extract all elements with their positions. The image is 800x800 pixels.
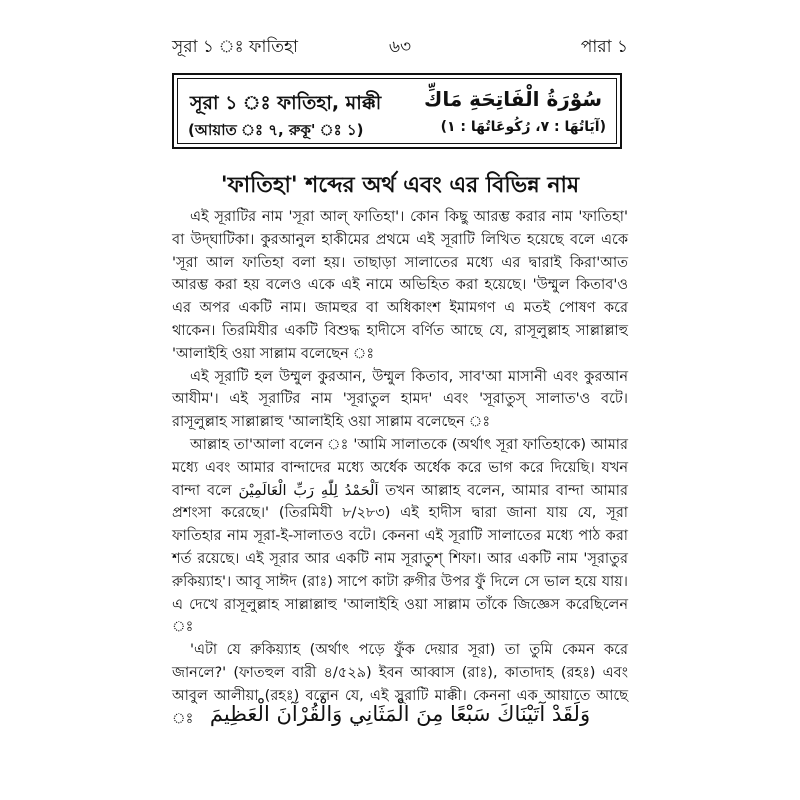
- surah-title-bengali: সূরা ১ ঃ ফাতিহা, মাক্কী: [190, 92, 382, 114]
- paragraph: আল্লাহ তা'আলা বলেন ঃ 'আমি সালাতকে (অর্থাৎ সূরা ফাতিহাকে) আমার মধ্যে এবং আমার বান্দাদের মধ্যে অর্ধেক অর্ধেক করে ভাগ করে দিয়েছি। যখন বান্দা বলে اَلْحَمْدُ لِلّٰهِ رَبِّ الْعَالَمِيْنَ তখন আল্লাহ বলেন, আমার বান্দা আমার প্রশংসা করেছে।' (তিরমিযী ৮/২৮৩) এই হাদীস দ্বারা জানা যায় যে, সূরা ফাতিহার নাম সূরা-ই-সালাতও বটে। কেননা এই সূরাটি সালাতের মধ্যে পাঠ করা শর্ত রয়েছে। এই সূরার আর একটি নাম সূরাতুশ্ শিফা। আর একটি নাম 'সূরাতুর রুকিয়্যাহ'। আবূ সাঈদ (রাঃ) সাপে কাটা রুগীর উপর ফুঁ দিলে সে ভাল হয়ে যায়। এ দেখে রাসূলুল্লাহ সাল্লাল্লাহু 'আলাইহি ওয়া সাল্লাম তাঁকে জিজ্ঞেস করেছিলেন ঃ: [172, 436, 628, 636]
- surah-ayat-count-bengali: (আয়াত ঃ ৭, রুকূ' ঃ ১): [188, 121, 364, 139]
- running-head: [172, 34, 628, 58]
- surah-ayat-count-arabic: (آيَاتُهَا : ٧، رُكُوعَاتُهَا : ١): [440, 119, 606, 135]
- page-number: ৬৩: [388, 37, 412, 57]
- surah-title-box: [172, 73, 622, 149]
- paragraph: 'এটা যে রুকিয়্যাহ (অর্থাৎ পড়ে ফুঁক দেয়ার সূরা) তা তুমি কেমন করে জানলে?' (ফাতহুল বারী ৪/৫২৯) ইবন আব্বাস (রাঃ), কাতাদাহ (রহঃ) এবং আবুল আলীয়া (রহঃ) বলেন যে, এই সূরাটি মাক্কী। কেননা এক আয়াতে আছে ঃ: [172, 642, 628, 727]
- running-head-para: পারা ১: [580, 37, 628, 57]
- paragraph: এই সূরাটির নাম 'সূরা আল্ ফাতিহা'। কোন কিছু আরম্ভ করার নাম 'ফাতিহা' বা উদ্‌ঘাটিকা। কুরআনুল হাকীমের প্রথমে এই সূরাটি লিখিত হয়েছে বলে একে 'সূরা আল ফাতিহা বলা হয়। তাছাড়া সালাতের মধ্যে এর দ্বারাই কিরা'আত আরম্ভ করা হয় বলেও একে এই নামে অভিহিত করা হয়েছে। 'উম্মুল কিতাব'ও এর অপর একটি নাম। জামহুর বা অধিকাংশ ইমামগণ এ মতই পোষণ করে থাকেন। তিরমিযীর একটি বিশুদ্ধ হাদীসে বর্ণিত আছে যে, রাসূলুল্লাহ সাল্লাল্লাহু 'আলাইহি ওয়া সাল্লাম বলেছেন ঃ: [172, 209, 628, 362]
- surah-title-arabic: سُوْرَةُ الْفَاتِحَةِ مَاكِّ: [424, 87, 602, 111]
- paragraph: এই সূরাটি হল উম্মুল কুরআন, উম্মুল কিতাব, সাব'আ মাসানী এবং কুরআন আযীম'। এই সূরাটির নাম 'সূরাতুল হামদ' এবং 'সূরাতুস্ সালাত'ও বটে। রাসূলুল্লাহ সাল্লাল্লাহু 'আলাইহি ওয়া সাল্লাম বলেছেন ঃ: [172, 368, 628, 431]
- body-text: [172, 206, 628, 730]
- arabic-verse: وَلَقَدْ آتَيْنَاكَ سَبْعًا مِنَ الْمَثَانِي وَالْقُرْآنَ الْعَظِيمَ: [209, 702, 591, 726]
- section-heading: 'ফাতিহা' শব্দের অর্থ এবং এর বিভিন্ন নাম: [220, 173, 580, 198]
- surah-title-box-inner: [177, 78, 617, 144]
- running-head-surah: সূরা ১ ঃ ফাতিহা: [172, 37, 298, 57]
